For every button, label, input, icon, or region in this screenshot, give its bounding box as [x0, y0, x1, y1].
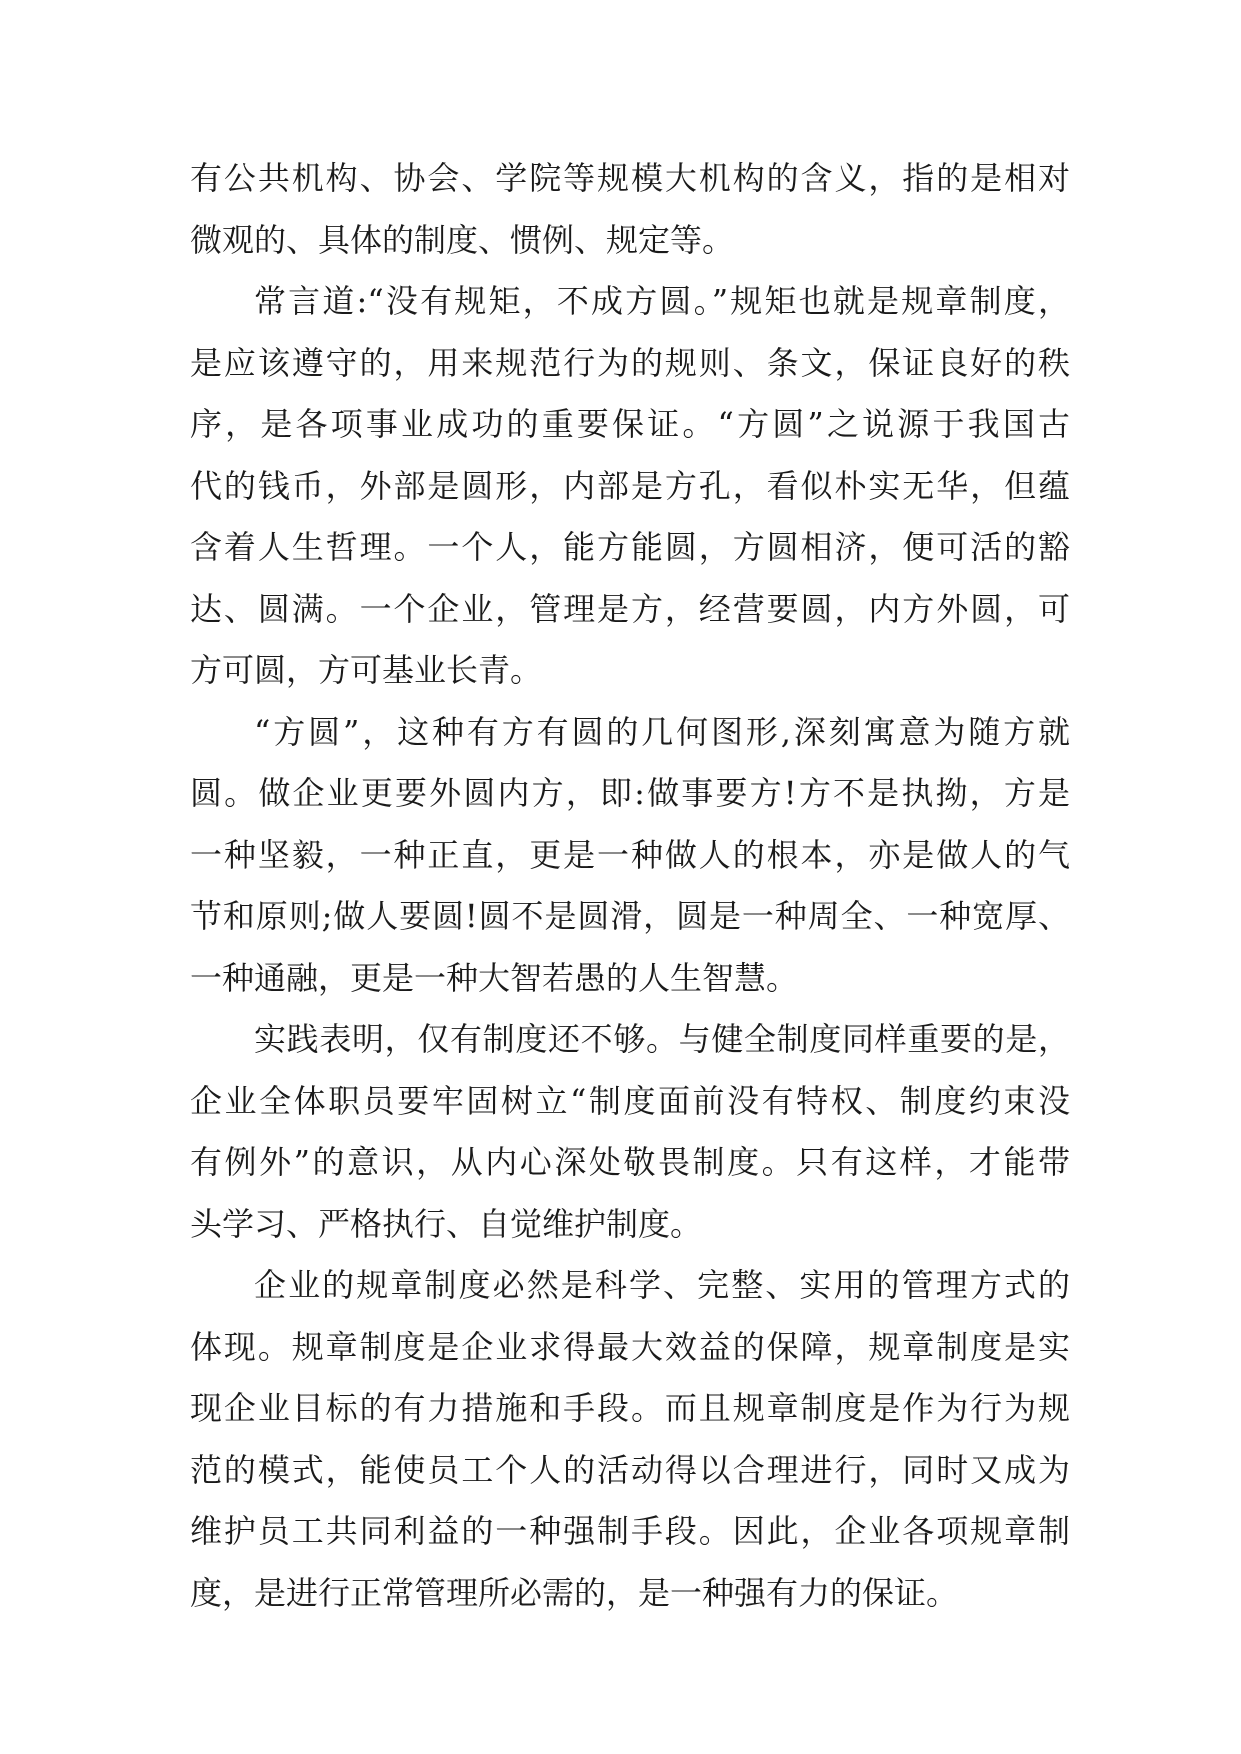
text-line: 有例外”的意识，从内心深处敬畏制度。只有这样，才能带 — [190, 1143, 1070, 1181]
text-line: 序，是各项事业成功的重要保证。“方圆”之说源于我国古 — [190, 405, 1070, 443]
text-line: 头学习、严格执行、自觉维护制度。 — [190, 1204, 703, 1243]
text-line: 范的模式，能使员工个人的活动得以合理进行，同时又成为 — [190, 1450, 1070, 1489]
paragraph-3 — [190, 702, 1070, 1010]
text-line: 度，是进行正常管理所必需的，是一种强有力的保证。 — [190, 1573, 959, 1612]
paragraph-1 — [190, 148, 1070, 271]
text-line: 方可圆，方可基业长青。 — [190, 651, 543, 689]
paragraph-4 — [190, 1009, 1070, 1255]
paragraph-2 — [190, 271, 1070, 702]
text-line: 圆。做企业更要外圆内方，即:做事要方!方不是执拗，方是 — [190, 774, 1070, 812]
text-line: 常言道:“没有规矩，不成方圆。”规矩也就是规章制度， — [254, 282, 1070, 320]
body-text — [190, 148, 1070, 1624]
text-line: 一种通融，更是一种大智若愚的人生智慧。 — [190, 958, 799, 997]
text-line: 节和原则;做人要圆!圆不是圆滑，圆是一种周全、一种宽厚、 — [190, 897, 1070, 935]
text-line: 代的钱币，外部是圆形，内部是方孔，看似朴实无华，但蕴 — [190, 466, 1070, 505]
text-line: 一种坚毅，一种正直，更是一种做人的根本，亦是做人的气 — [190, 835, 1070, 874]
text-line: 达、圆满。一个企业，管理是方，经营要圆，内方外圆，可 — [190, 589, 1070, 628]
text-line: “方圆”，这种有方有圆的几何图形,深刻寓意为随方就 — [254, 712, 1070, 751]
text-line: 有公共机构、协会、学院等规模大机构的含义，指的是相对 — [190, 159, 1070, 197]
text-line: 体现。规章制度是企业求得最大效益的保障，规章制度是实 — [190, 1327, 1070, 1366]
text-line: 企业的规章制度必然是科学、完整、实用的管理方式的 — [254, 1266, 1070, 1304]
paragraph-5 — [190, 1255, 1070, 1624]
text-line: 维护员工共同利益的一种强制手段。因此，企业各项规章制 — [190, 1512, 1070, 1550]
text-line: 企业全体职员要牢固树立“制度面前没有特权、制度约束没 — [190, 1081, 1070, 1120]
text-line: 实践表明，仅有制度还不够。与健全制度同样重要的是， — [254, 1020, 1070, 1058]
text-line: 现企业目标的有力措施和手段。而且规章制度是作为行为规 — [190, 1389, 1070, 1427]
text-line: 微观的、具体的制度、惯例、规定等。 — [190, 220, 735, 259]
text-line: 是应该遵守的，用来规范行为的规则、条文，保证良好的秩 — [190, 343, 1070, 382]
text-line: 含着人生哲理。一个人，能方能圆，方圆相济，便可活的豁 — [190, 528, 1070, 566]
